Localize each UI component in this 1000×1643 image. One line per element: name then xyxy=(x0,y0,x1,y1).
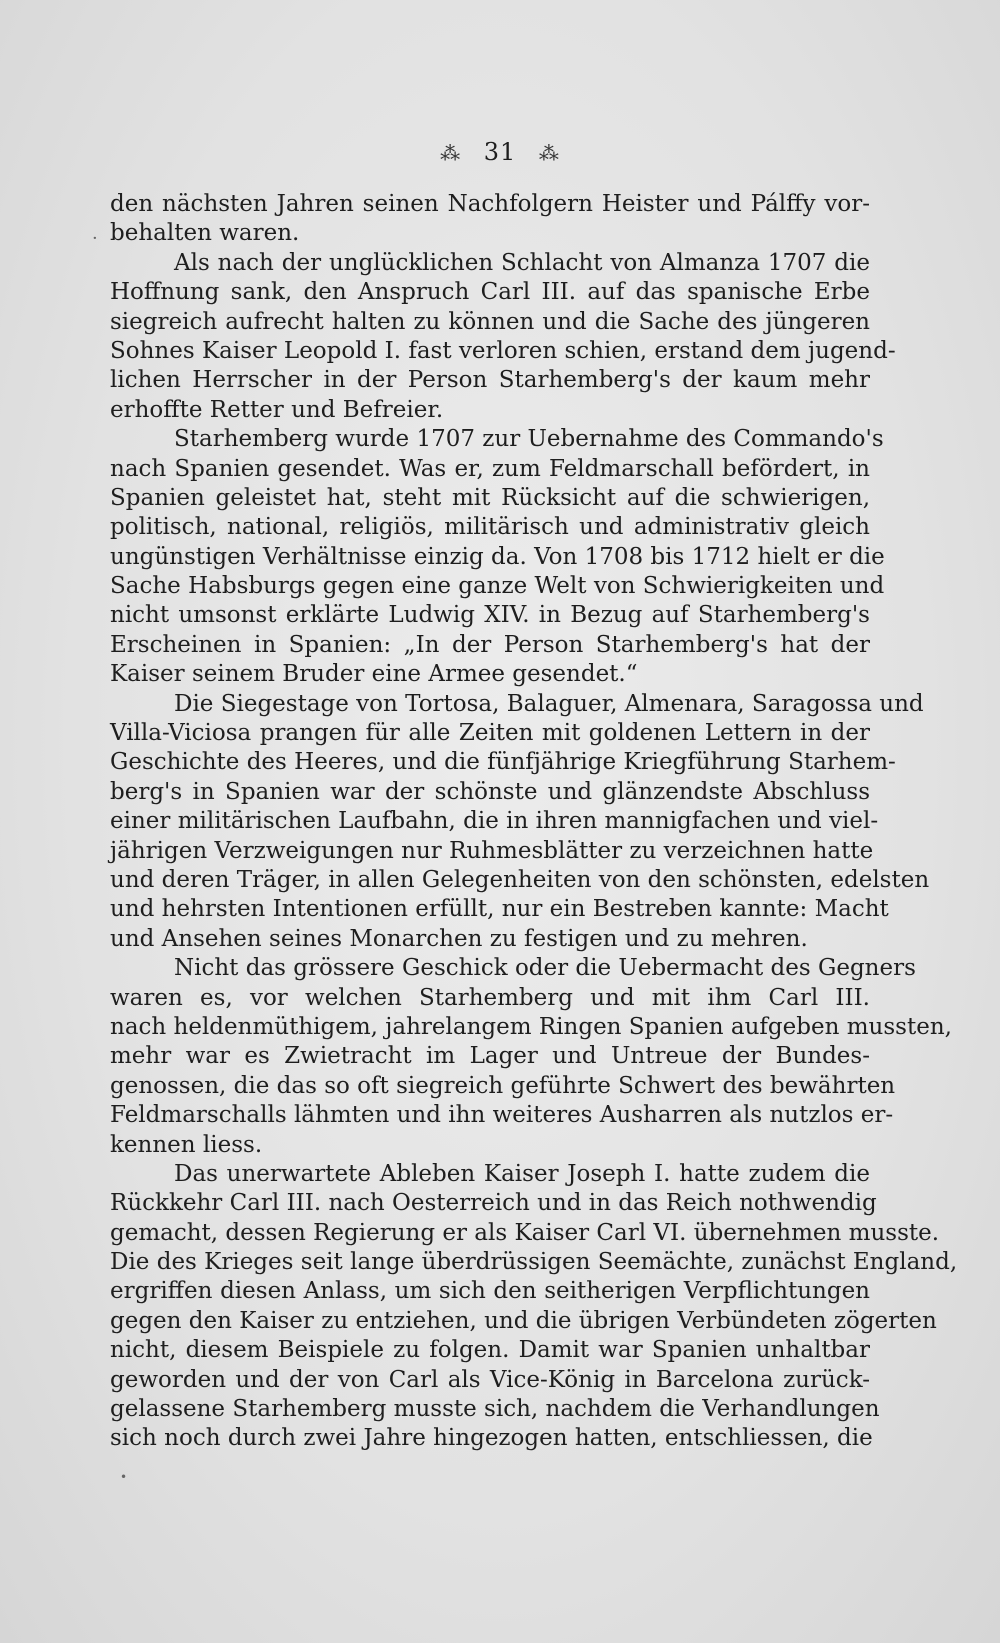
margin-speck: • xyxy=(120,1470,128,1484)
text-line: Hoffnung sank, den Anspruch Carl III. auf das spanische Erbe xyxy=(110,279,870,306)
text-line: gegen den Kaiser zu entziehen, und die übrigen Verbündeten zögerten xyxy=(110,1307,937,1334)
text-line: politisch, national, religiös, militärisch und administrativ gleich xyxy=(110,514,870,541)
text-line: jährigen Verzweigungen nur Ruhmesblätter zu verzeichnen hatte xyxy=(110,837,874,864)
text-line: Kaiser seinem Bruder eine Armee gesendet.“ xyxy=(110,661,638,688)
text-line: genossen, die das so oft siegreich geführte Schwert des bewährten xyxy=(110,1072,896,1099)
text-line: gelassene Starhemberg musste sich, nachdem die Verhandlungen xyxy=(110,1396,880,1423)
text-line: siegreich aufrecht halten zu können und die Sache des jüngeren xyxy=(110,308,870,335)
text-line: gemacht, dessen Regierung er als Kaiser Carl VI. übernehmen musste. xyxy=(110,1219,940,1246)
text-line: nicht, diesem Beispiele zu folgen. Damit war Spanien unhaltbar xyxy=(110,1337,870,1364)
text-line: und deren Träger, in allen Gelegenheiten von den schönsten, edelsten xyxy=(110,866,930,893)
text-line: nach heldenmüthigem, jahrelangem Ringen Spanien aufgeben mussten, xyxy=(110,1013,952,1040)
text-line: Sache Habsburgs gegen eine ganze Welt von Schwierigkeiten und xyxy=(110,573,885,600)
text-line: Die Siegestage von Tortosa, Balaguer, Almenara, Saragossa und xyxy=(174,690,924,717)
text-line: Sohnes Kaiser Leopold I. fast verloren schien, erstand dem jugend- xyxy=(110,337,896,364)
text-line: Die des Krieges seit lange überdrüssigen Seemächte, zunächst England, xyxy=(110,1249,958,1276)
page-number: 31 xyxy=(483,138,517,166)
text-line: den nächsten Jahren seinen Nachfolgern Heister und Pálffy vor- xyxy=(110,191,870,217)
text-line: Geschichte des Heeres, und die fünfjährige Kriegführung Starhem- xyxy=(110,749,896,776)
text-line: geworden und der von Carl als Vice-König in Barcelona zurück- xyxy=(110,1366,870,1393)
text-line: behalten waren. xyxy=(110,220,300,247)
text-line: lichen Herrscher in der Person Starhemberg's der kaum mehr xyxy=(110,367,870,394)
text-line: berg's in Spanien war der schönste und glänzendste Abschluss xyxy=(110,778,870,805)
text-line: Villa-Viciosa prangen für alle Zeiten mit goldenen Lettern in der xyxy=(110,720,870,747)
text-line: ergriffen diesen Anlass, um sich den seitherigen Verpflichtungen xyxy=(110,1278,870,1305)
body-text xyxy=(110,190,958,1454)
text-line: kennen liess. xyxy=(110,1131,263,1158)
text-line: einer militärischen Laufbahn, die in ihren mannigfachen und viel- xyxy=(110,808,879,835)
text-line: ungünstigen Verhältnisse einzig da. Von 1708 bis 1712 hielt er die xyxy=(110,543,885,570)
text-line: Das unerwartete Ableben Kaiser Joseph I. hatte zudem die xyxy=(174,1160,870,1187)
text-line: Feldmarschalls lähmten und ihn weiteres Ausharren als nutzlos er- xyxy=(110,1102,894,1129)
text-line: nicht umsonst erklärte Ludwig XIV. in Bezug auf Starhemberg's xyxy=(110,602,870,629)
text-line: erhoffte Retter und Befreier. xyxy=(110,396,444,423)
text-line: nach Spanien gesendet. Was er, zum Feldmarschall befördert, in xyxy=(110,455,870,482)
text-line: waren es, vor welchen Starhemberg und mit ihm Carl III. xyxy=(110,984,870,1011)
ornament-left-icon: ⁂ xyxy=(440,141,462,165)
ornament-right-icon: ⁂ xyxy=(538,141,560,165)
text-line: Als nach der unglücklichen Schlacht von Almanza 1707 die xyxy=(174,249,870,276)
page-header xyxy=(0,138,1000,166)
text-line: und hehrsten Intentionen erfüllt, nur ein Bestreben kannte: Macht xyxy=(110,896,889,923)
text-line: Spanien geleistet hat, steht mit Rücksicht auf die schwierigen, xyxy=(110,484,870,511)
text-line: Nicht das grössere Geschick oder die Uebermacht des Gegners xyxy=(174,955,916,982)
text-line: Erscheinen in Spanien: „In der Person Starhemberg's hat der xyxy=(110,631,870,658)
text-line: mehr war es Zwietracht im Lager und Untreue der Bundes- xyxy=(110,1043,870,1070)
margin-dot: · xyxy=(92,228,98,249)
text-line: sich noch durch zwei Jahre hingezogen hatten, entschliessen, die xyxy=(110,1425,873,1452)
text-line: Rückkehr Carl III. nach Oesterreich und in das Reich nothwendig xyxy=(110,1190,877,1217)
text-line: Starhemberg wurde 1707 zur Uebernahme des Commando's xyxy=(174,426,884,453)
text-line: und Ansehen seines Monarchen zu festigen und zu mehren. xyxy=(110,925,808,952)
